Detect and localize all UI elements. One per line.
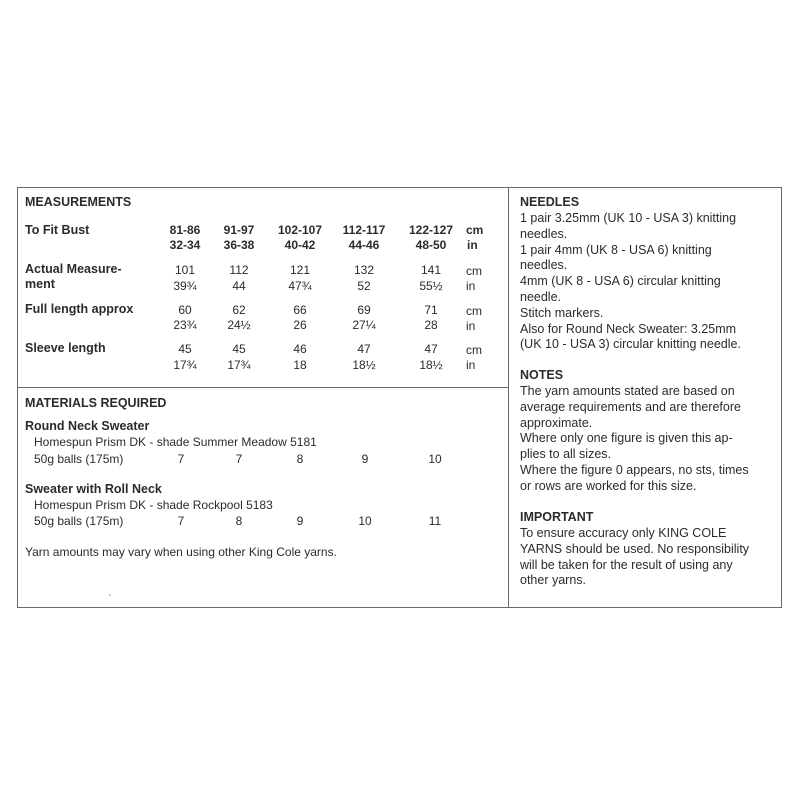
roll-neck-balls-label: 50g balls (175m) [34,514,124,528]
actual-cm-2: 112 [229,263,249,277]
roll-neck-amount-4: 10 [358,514,372,528]
notes-heading: NOTES [520,368,564,382]
length-in-4: 27¼ [352,318,376,332]
sleeve-in-unit: in [466,358,476,372]
round-neck-amount-5: 10 [428,452,442,466]
important-line: To ensure accuracy only KING COLE [520,526,727,540]
needles-line: needle. [520,289,562,304]
important-line: will be taken for the result of using any [520,557,733,572]
row-label-sleeve-length: Sleeve length [25,341,106,355]
length-cm-1: 60 [178,303,192,317]
sleeve-in-3: 18 [293,358,307,372]
actual-in-4: 52 [357,279,371,293]
sleeve-in-1: 17¾ [173,358,197,372]
sleeve-in-5: 18½ [419,358,443,372]
sleeve-cm-3: 46 [293,342,307,356]
notes-line: Where the figure 0 appears, no sts, times [520,462,749,477]
bust-in-3: 40-42 [284,238,316,252]
roll-neck-amount-1: 7 [177,514,185,528]
bust-in-4: 44-46 [348,238,380,252]
actual-cm-3: 121 [289,263,311,277]
actual-in-5: 55½ [419,279,443,293]
bust-cm-4: 112-117 [342,223,386,237]
bust-cm-unit: cm [466,223,484,237]
important-list [520,526,776,589]
bust-cm-1: 81-86 [169,223,201,237]
length-in-2: 24½ [227,318,251,332]
needles-line: Also for Round Neck Sweater: 3.25mm [520,321,737,336]
actual-in-unit: in [466,279,476,293]
actual-cm-unit: cm [466,264,482,278]
bust-in-2: 36-38 [223,238,255,252]
bust-in-1: 32-34 [169,238,201,252]
bust-in-5: 48-50 [415,238,447,252]
bust-cm-5: 122-127 [408,223,454,237]
section-divider [17,387,508,388]
notes-line: average requirements and are therefore [520,399,741,414]
actual-cm-1: 101 [174,263,196,277]
notes-line: approximate. [520,415,593,430]
needles-line: (UK 10 - USA 3) circular knitting needle. [520,337,741,352]
sleeve-cm-1: 45 [178,342,192,356]
needles-line: 1 pair 4mm (UK 8 - USA 6) knitting [520,242,712,257]
length-cm-3: 66 [293,303,307,317]
length-in-5: 28 [424,318,438,332]
sleeve-cm-5: 47 [424,342,438,356]
notes-line: or rows are worked for this size. [520,478,697,493]
row-label-full-length: Full length approx [25,302,134,316]
actual-cm-5: 141 [420,263,442,277]
roll-neck-yarn: Homespun Prism DK - shade Rockpool 5183 [34,498,273,512]
measurements-heading: MEASUREMENTS [25,195,132,209]
important-line: YARNS should be used. No responsibility [520,541,750,556]
important-heading: IMPORTANT [520,510,594,524]
needles-line: needles. [520,226,568,241]
length-cm-unit: cm [466,304,482,318]
sleeve-in-2: 17¾ [227,358,251,372]
round-neck-balls-label: 50g balls (175m) [34,452,124,466]
length-cm-4: 69 [357,303,371,317]
roll-neck-amount-3: 9 [296,514,304,528]
length-cm-5: 71 [424,303,438,317]
needles-list [520,211,776,353]
materials-heading: MATERIALS REQUIRED [25,396,167,410]
actual-cm-4: 132 [353,263,375,277]
actual-in-1: 39¾ [173,279,197,293]
needles-line: needles. [520,258,568,273]
roll-neck-amount-5: 11 [428,514,442,528]
needles-heading: NEEDLES [520,195,580,209]
print-speck [109,594,111,596]
notes-line: The yarn amounts stated are based on [520,384,735,398]
sleeve-cm-2: 45 [232,342,246,356]
needles-line: 4mm (UK 8 - USA 6) circular knitting [520,274,721,289]
round-neck-amount-4: 9 [361,452,369,466]
round-neck-amount-3: 8 [296,452,304,466]
row-label-to-fit-bust: To Fit Bust [25,223,90,237]
bust-in-unit: in [467,238,478,252]
actual-in-3: 47¾ [288,279,312,293]
actual-in-2: 44 [232,279,246,293]
sleeve-cm-4: 47 [357,342,371,356]
round-neck-yarn: Homespun Prism DK - shade Summer Meadow 5181 [34,435,317,449]
length-in-unit: in [466,319,476,333]
sleeve-cm-unit: cm [466,343,482,357]
length-in-1: 23¾ [173,318,197,332]
length-cm-2: 62 [232,303,246,317]
round-neck-amount-2: 7 [235,452,243,466]
row-label-actual-measurement-1: Actual Measure- [25,262,122,276]
bust-cm-3: 102-107 [277,223,323,237]
column-divider [508,187,509,608]
notes-list [520,384,776,495]
roll-neck-amount-2: 8 [235,514,243,528]
yarn-variation-note: Yarn amounts may vary when using other King Cole yarns. [25,545,337,559]
roll-neck-title: Sweater with Roll Neck [25,482,162,496]
sleeve-in-4: 18½ [352,358,376,372]
notes-line: Where only one figure is given this ap- [520,431,733,446]
needles-line: Stitch markers. [520,305,604,320]
round-neck-title: Round Neck Sweater [25,419,150,433]
important-line: other yarns. [520,573,587,588]
bust-cm-2: 91-97 [223,223,255,237]
needles-line: 1 pair 3.25mm (UK 10 - USA 3) knitting [520,211,737,225]
notes-line: plies to all sizes. [520,447,612,462]
length-in-3: 26 [293,318,307,332]
row-label-actual-measurement-2: ment [25,277,55,291]
round-neck-amount-1: 7 [177,452,185,466]
